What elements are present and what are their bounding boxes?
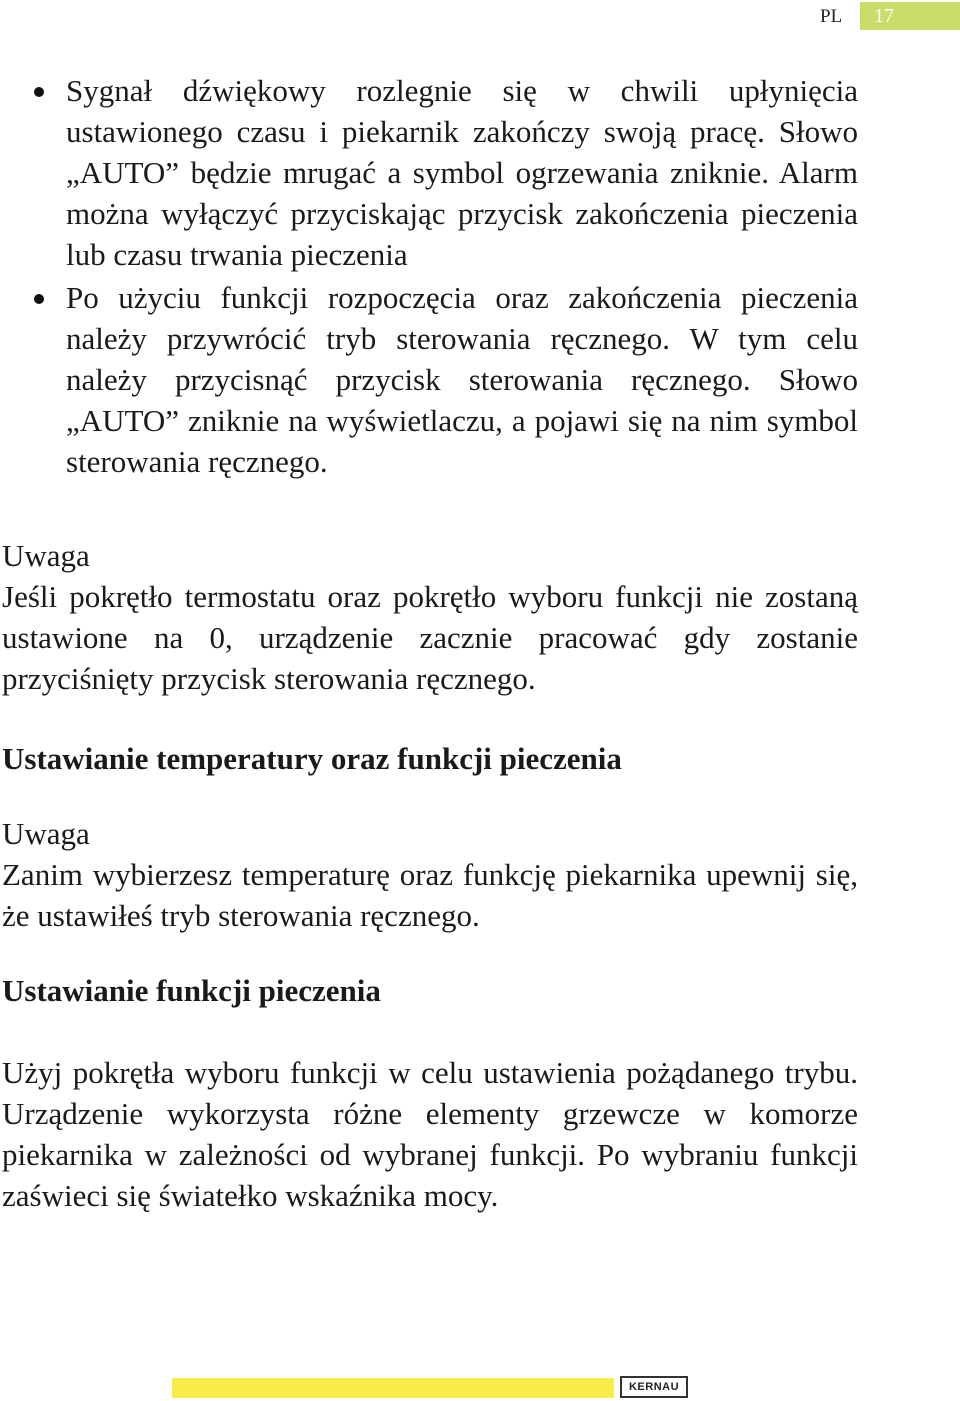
page-number-box (860, 2, 960, 30)
language-label: PL (820, 6, 843, 27)
page-header (0, 0, 960, 34)
bullet-list (2, 70, 858, 482)
bullet-icon (34, 87, 44, 97)
footer-bar (172, 1378, 614, 1398)
bullet-text: Po użyciu funkcji rozpoczęcia oraz zakończenia pieczenia należy przywrócić tryb sterowania ręcznego. W tym celu należy przycisnąć przycisk sterowania ręcznego. Słowo „AUTO” zniknie na wyświetlaczu, a pojawi się na nim symbol sterowania ręcznego. (66, 280, 858, 479)
list-item (2, 277, 858, 482)
section-heading: Ustawianie funkcji pieczenia (2, 973, 381, 1008)
note-text: Zanim wybierzesz temperaturę oraz funkcję piekarnika upewnij się, że ustawiłeś tryb sterowania ręcznego. (2, 857, 858, 933)
note-label: Uwaga (2, 538, 90, 573)
bullet-text: Sygnał dźwiękowy rozlegnie się w chwili upłynięcia ustawionego czasu i piekarnik zakończy swoją pracę. Słowo „AUTO” będzie mrugać a symbol ogrzewania zniknie. Alarm można wyłączyć przyciskając przycisk zakończenia pieczenia lub czasu trwania pieczenia (66, 73, 858, 272)
brand-logo: KERNAU (620, 1376, 688, 1398)
section-text: Użyj pokrętła wyboru funkcji w celu ustawienia pożądanego trybu. Urządzenie wykorzysta różne elementy grzewcze w komorze piekarnika w zależności od wybranej funkcji. Po wybraniu funkcji zaświeci się światełko wskaźnika mocy. (2, 1055, 858, 1213)
note-text: Jeśli pokrętło termostatu oraz pokrętło wyboru funkcji nie zostaną ustawione na 0, urządzenie zacznie pracować gdy zostanie przyciśnięty przycisk sterowania ręcznego. (2, 579, 858, 696)
note-label: Uwaga (2, 816, 90, 851)
list-item (2, 70, 858, 275)
page-content (2, 70, 858, 1216)
page-number: 17 (874, 5, 894, 27)
section-heading: Ustawianie temperatury oraz funkcji pieczenia (2, 741, 622, 776)
bullet-icon (34, 294, 44, 304)
